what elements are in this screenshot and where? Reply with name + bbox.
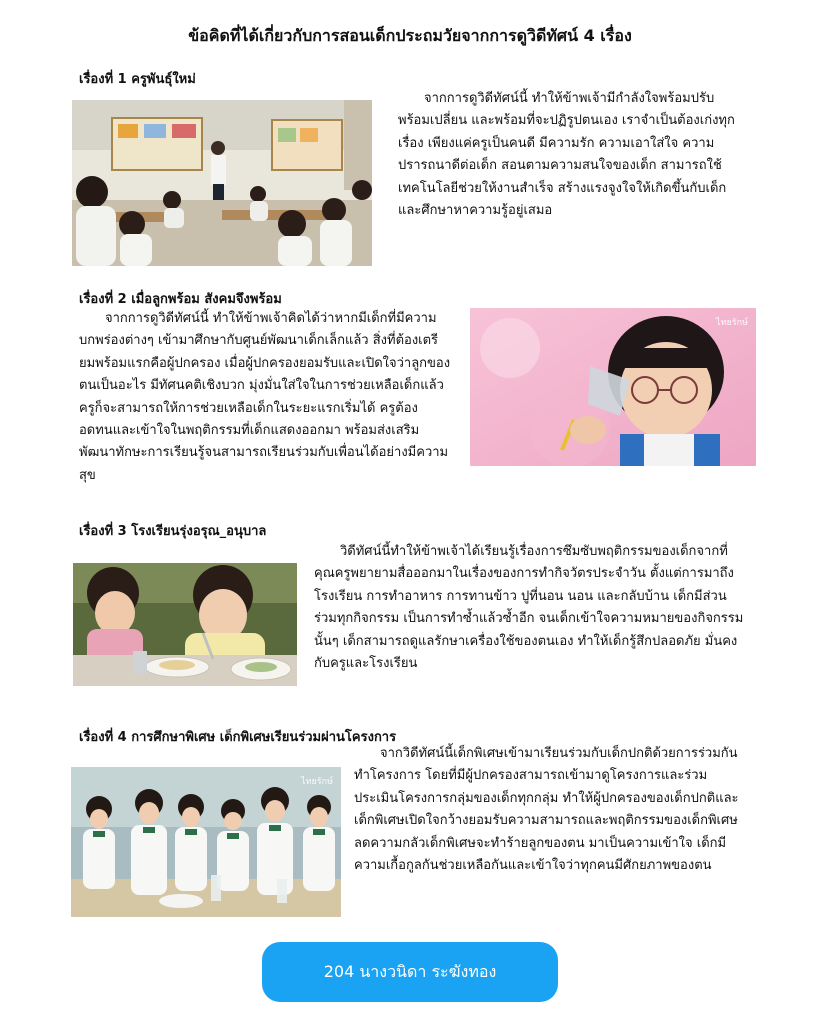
story-2-text: จากการดูวิดีทัศน์นี้ ทำให้ข้าพเจ้าคิดได้ว่าหากมีเด็กที่มีความบกพร่องต่างๆ เข้ามาศึกษากับศูนย์พัฒนาเด็กเล็กแล้ว สิ่งที่ต้องเตรียมพร้อมแรกคือผู้ปกครอง เมื่อผู้ปกครองยอมรับและเปิดใจว่าลูกของตนเป็นอะไร มีทัศนคติเชิงบวก มุ่งมั่นใส่ใจในการช่วยเหลือเด็กแล้ว ครูก็จะสามารถให้การช่วยเหลือเด็กในระยะแรกเริ่มได้ ครูต้องอดทนและเข้าใจในพฤติกรรมที่เด็กแสดงออกมา พร้อมส่งเสริมพัฒนาทักษะการเรียนรู้จนสามารถเรียนร่วมกับเพื่อนได้อย่างมีความสุข	[79, 311, 451, 483]
story-2-heading: เรื่องที่ 2 เมื่อลูกพร้อม สังคมจึงพร้อม	[79, 292, 282, 307]
story-1-heading: เรื่องที่ 1 ครูพันธุ์ใหม่	[79, 72, 196, 87]
author-button[interactable]: 204 นางวนิดา ระฆังทอง	[262, 942, 558, 1002]
story-4-watermark: ไทยรักษ์	[301, 777, 333, 787]
story-1-text: จากการดูวิดีทัศน์นี้ ทำให้ข้าพเจ้ามีกำลังใจพร้อมปรับ พร้อมเปลี่ยน และพร้อมที่จะปฏิรูปตนเอง เราจำเป็นต้องเก่งทุกเรื่อง เพียงแค่ครูเป็นคนดี มีความรัก ความเอาใส่ใจ ความปรารถนาดีต่อเด็ก สอนตามความสนใจของเด็ก สามารถใช้เทคโนโลยีช่วยให้งานสำเร็จ สร้างแรงจูงใจให้เกิดขึ้นกับเด็ก และศึกษาหาความรู้อยู่เสมอ	[398, 91, 735, 219]
story-4-students-photo	[71, 767, 341, 917]
story-3-text: วิดีทัศน์นี้ทำให้ข้าพเจ้าได้เรียนรู้เรื่องการซึมซับพฤติกรรมของเด็กจากที่คุณครูพยายามสื่อออกมาในเรื่องของการทำกิจวัตรประจำวัน ตั้งแต่การมาถึงโรงเรียน การทำอาหาร การทานข้าว ปูที่นอน นอน และกลับบ้าน เด็กมีส่วนร่วมทุกกิจกรรม เป็นการทำซ้ำแล้วซ้ำอีก จนเด็กเข้าใจความหมายของกิจกรรมนั้นๆ เด็กสามารถดูแลรักษาเครื่องใช้ของตนเอง ทำให้เด็กรู้สึกปลอดภัย มั่นคงกับครูและโรงเรียน	[314, 544, 744, 672]
page-title: ข้อคิดที่ได้เกี่ยวกับการสอนเด็กประถมวัยจากการดูวิดีทัศน์ 4 เรื่อง	[188, 26, 632, 45]
story-4-text: จากวิดีทัศน์นี้เด็กพิเศษเข้ามาเรียนร่วมกับเด็กปกติด้วยการร่วมกันทำโครงการ โดยที่มีผู้ปกครองสามารถเข้ามาดูโครงการและร่วมประเมินโครงการกลุ่มของเด็กทุกกลุ่ม ทำให้ผู้ปกครองของเด็กปกติและเด็กพิเศษเปิดใจกว้างยอมรับความสามารถและพฤติกรรมของเด็กพิเศษ ลดความกลัวเด็กพิเศษจะทำร้ายลูกของตน มาเป็นความเข้าใจ เด็กมีความเกื้อกูลกันช่วยเหลือกันและเข้าใจว่าทุกคนมีศักยภาพของตน	[354, 746, 739, 874]
story-2-child-photo	[470, 308, 756, 466]
story-3-heading: เรื่องที่ 3 โรงเรียนรุ่งอรุณ_อนุบาล	[79, 524, 267, 539]
story-2-watermark: ไทยรักษ์	[716, 318, 748, 328]
story-3-lunch-photo	[73, 563, 297, 686]
story-4-heading: เรื่องที่ 4 การศึกษาพิเศษ เด็กพิเศษเรียนร่วมผ่านโครงการ	[79, 730, 397, 745]
story-1-classroom-photo	[72, 100, 372, 266]
